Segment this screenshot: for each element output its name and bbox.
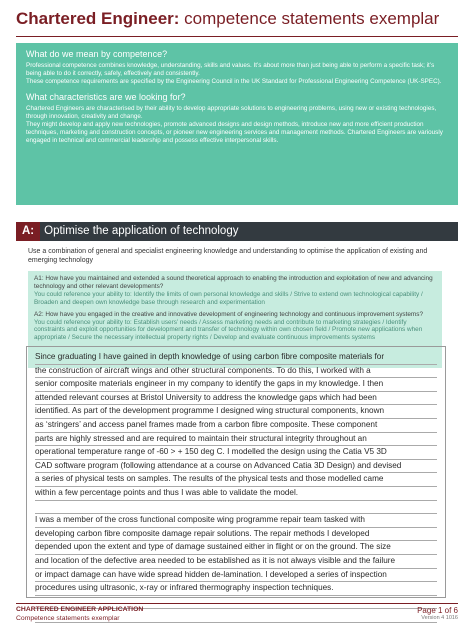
response-line: or impact damage can have wide spread hidden de-lamination. I developed a series of inspection — [35, 569, 437, 583]
footer-left — [16, 606, 143, 623]
response-line: I was a member of the cross functional composite wing programme repair team tasked with — [35, 514, 437, 528]
footer-right — [417, 606, 458, 622]
response-line: depended upon the extent and type of damage sustained either in flight or on the ground. The size — [35, 541, 437, 555]
response-lines — [35, 351, 437, 623]
response-line: developing carbon fibre composite damage repair solutions. The repair methods I developed — [35, 528, 437, 542]
competence-paragraph-1: Professional competence combines knowledge, understanding, skills and values. It’s about more than just being able to perform a specific task; it’s being able to do it correctly, safely, effectively and consistently. — [26, 62, 435, 78]
competence-info-box — [16, 43, 458, 205]
question-a1-text: A1: How have you maintained and extended a sound theoretical approach to enabling the introduction and exploitation of new and advancing technology and other relevant developments? — [34, 275, 433, 290]
characteristics-paragraph-2: They might develop and apply new technologies, promote advanced designs and design methods, introduce new and more efficient production techniques, marketing and construction concepts, or pioneer new engineering services and management methods. Chartered Engineers are variously engaged in technical and commercial leadership and possess effective interpersonal skills. — [26, 121, 443, 145]
response-line: CAD software program (following attendance at a course on Advanced Catia 3D Design) and devised — [35, 460, 437, 474]
page-title — [16, 9, 439, 29]
characteristics-paragraph-1: Chartered Engineers are characterised by their ability to develop appropriate solutions to engineering problems, using new or existing technologies, through innovation, creativity and change. — [26, 104, 437, 120]
footer-exemplar-label: Competence statements exemplar — [16, 614, 120, 622]
section-letter: A: — [16, 222, 40, 241]
title-divider — [16, 36, 458, 37]
version-label: Version 4 1016 — [421, 615, 458, 621]
response-box — [26, 346, 446, 598]
section-title: Optimise the application of technology — [44, 225, 239, 237]
page-title-rest: competence statements exemplar — [184, 9, 440, 28]
page-title-bold: Chartered Engineer: — [16, 9, 180, 28]
response-line: and location of the defective area needed to be established as it is not always visible and the failure — [35, 555, 437, 569]
question-a2 — [34, 311, 436, 343]
question-a1-guidance: You could reference your ability to: Identify the limits of own personal knowledge and skills / Strive to extend own technological capability / Broaden and deepen own knowledge base through research and experimentation — [34, 290, 423, 306]
response-line: within a few percentage points and thus I was able to validate the model. — [35, 487, 437, 501]
section-intro: Use a combination of general and specialist engineering knowledge and understanding to optimise the application of existing and emerging technology — [28, 248, 428, 264]
response-line: parts are highly stressed and are required to maintain their structural integrity throughout an — [35, 433, 437, 447]
response-line: as ‘stringers’ and access panel frames made from a carbon fibre composite. These component — [35, 419, 437, 433]
section-header-bar — [16, 222, 458, 241]
competence-paragraph-2: These competence requirements are specified by the Engineering Council in the UK Standard for Professional Engineering Competence (UK-SPEC). — [26, 78, 442, 86]
response-line: identified. As part of the development programme I designed wing structural components, known — [35, 405, 437, 419]
response-line — [35, 501, 437, 515]
response-line: senior composite materials engineer in my company to identify the gaps in my knowledge. I then — [35, 378, 437, 392]
response-line: operational temperature range of -60 > + 150 deg C. I modelled the design using the Catia V5 3D — [35, 446, 437, 460]
response-line: the construction of aircraft wings and other structural components. To do this, I worked with a — [35, 365, 437, 379]
response-line: Since graduating I have gained in depth knowledge of using carbon fibre composite materials for — [35, 351, 437, 365]
footer-application-label: CHARTERED ENGINEER APPLICATION — [16, 606, 144, 613]
response-line: attended relevant courses at Bristol University to address the knowledge gaps which had been — [35, 392, 437, 406]
question-a1 — [34, 275, 436, 307]
response-line: procedures using ultrasonic, x-ray or infrared thermography inspection techniques. — [35, 582, 437, 596]
question-a2-guidance: You could reference your ability to: Establish users’ needs / Assess marketing needs and contribute to marketing strategies / Identify constraints and exploit opportunities for development and transfer of technology within own chosen field / Promote new applications when appropriate / Secure the necessary intellectual property rights / Develop and evaluate continuous improvements systems — [34, 318, 423, 342]
competence-heading: What do we mean by competence? — [26, 49, 168, 59]
response-line: a series of physical tests on samples. The results of the physical tests and those modelled came — [35, 473, 437, 487]
characteristics-heading: What characteristics are we looking for? — [26, 91, 186, 102]
footer-divider — [16, 603, 458, 604]
question-a2-text: A2: How have you engaged in the creative and innovative development of engineering technology and continuous improvement systems? — [34, 310, 424, 318]
page-number: Page 1 of 6 — [417, 606, 458, 615]
